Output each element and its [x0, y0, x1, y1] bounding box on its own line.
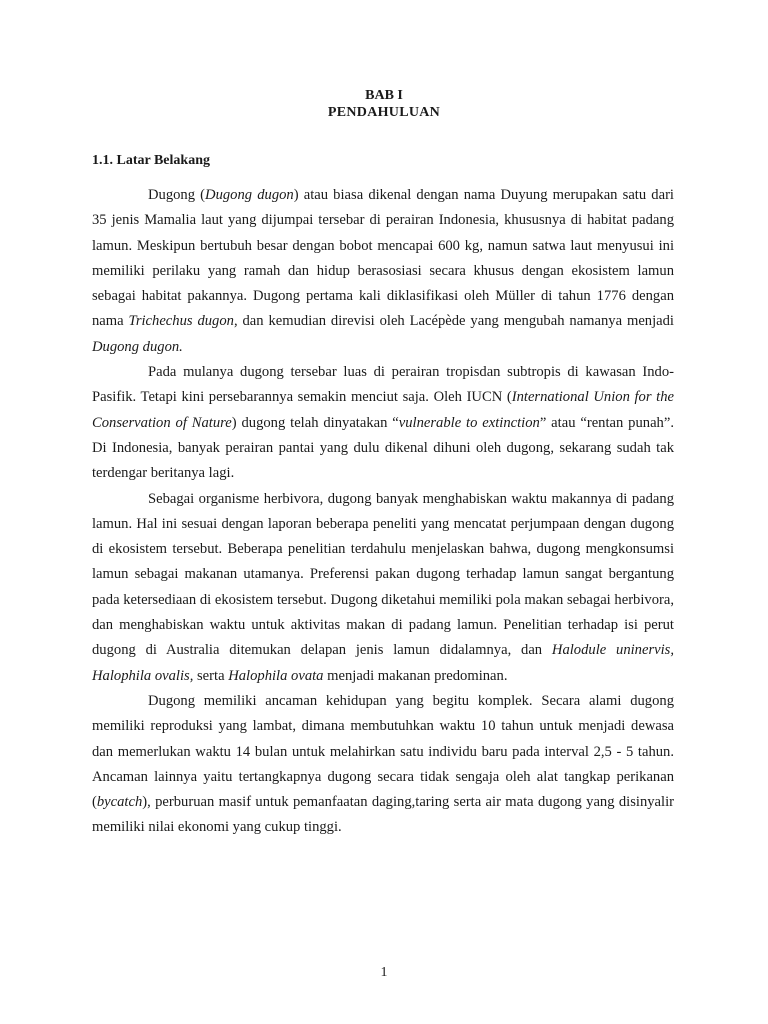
paragraph — [92, 487, 674, 689]
text-run: menjadi makanan predominan. — [323, 667, 508, 684]
text-run: ” atau “rentan punah”. Di Indonesia, banyak perairan pantai yang dulu dikenal dihuni oleh dugong, sekarang sudah tak terdengar beritanya lagi. — [92, 414, 674, 482]
italic-term: bycatch — [96, 794, 143, 811]
italic-term: Dugong dugon — [205, 187, 294, 203]
paragraph — [92, 689, 674, 841]
page-number: 1 — [380, 965, 388, 980]
text-run: , dan kemudian direvisi oleh Lacépède yang mengubah namanya menjadi — [233, 313, 674, 330]
chapter-number: BAB I — [365, 88, 403, 103]
body-text — [92, 183, 674, 841]
italic-term: vulnerable to extinction — [398, 414, 540, 431]
italic-term: International Union for the Conservation of Nature — [92, 389, 674, 431]
text-run: Dugong ( — [148, 187, 206, 203]
text-run: Dugong memiliki ancaman kehidupan yang begitu komplek. Secara alami dugong memiliki reproduksi yang lambat, dimana membutuhkan waktu 10 tahun untuk menjadi dewasa dan memerlukan waktu 14 bulan untuk melahirkan satu individu baru pada interval 2,5 - 5 tahun. Ancaman lainnya yaitu tertangkapnya dugong secara tidak sengaja oleh alat tangkap perikanan ( — [92, 692, 674, 811]
paragraph — [92, 183, 674, 360]
paragraph — [92, 360, 674, 486]
chapter-title: PENDAHULUAN — [327, 105, 441, 120]
italic-term: Halodule uninervis, Halophila ovalis, — [92, 642, 674, 684]
text-run: serta — [193, 667, 229, 684]
italic-term: Trichechus dugon — [128, 313, 234, 330]
text-run: ) dugong telah dinyatakan “ — [231, 414, 399, 431]
section-heading: 1.1. Latar Belakang — [92, 153, 210, 168]
text-run: Pada mulanya dugong tersebar luas di perairan tropisdan subtropis di kawasan Indo-Pasifik. Tetapi kini persebarannya semakin menciut saja. Oleh IUCN ( — [92, 364, 674, 406]
text-run: ) atau biasa dikenal dengan nama Duyung merupakan satu dari 35 jenis Mamalia laut yang dijumpai tersebar di perairan Indonesia, khususnya di habitat padang lamun. Meskipun bertubuh besar dengan bobot mencapai 600 kg, namun satwa laut menyusui ini memiliki perilaku yang ramah dan hidup berasosiasi secara khusus dengan ekosistem lamun sebagai habitat pakannya. Dugong pertama kali diklasifikasi oleh Müller di tahun 1776 dengan nama — [92, 187, 674, 330]
text-run: ), perburuan masif untuk pemanfaatan daging,taring serta air mata dugong yang disinyalir memiliki nilai ekonomi yang cukup tinggi. — [92, 794, 674, 836]
text-run: Sebagai organisme herbivora, dugong banyak menghabiskan waktu makannya di padang lamun. Hal ini sesuai dengan laporan beberapa peneliti yang mencatat perjumpaan dengan dugong di ekosistem tersebut. Beberapa penelitian terdahulu menjelaskan bahwa, dugong mengkonsumsi lamun sebagai makanan utamanya. Preferensi pakan dugong terhadap lamun sangat bergantung pada ketersediaan di ekosistem tersebut. Dugong diketahui memiliki pola makan sebagai herbivora, dan menghabiskan waktu untuk aktivitas makan di padang lamun. Penelitian terhadap isi perut dugong di Australia ditemukan delapan jenis lamun didalamnya, dan — [92, 490, 674, 659]
italic-term: Halophila ovata — [228, 667, 324, 684]
italic-term: Dugong dugon. — [92, 338, 183, 355]
